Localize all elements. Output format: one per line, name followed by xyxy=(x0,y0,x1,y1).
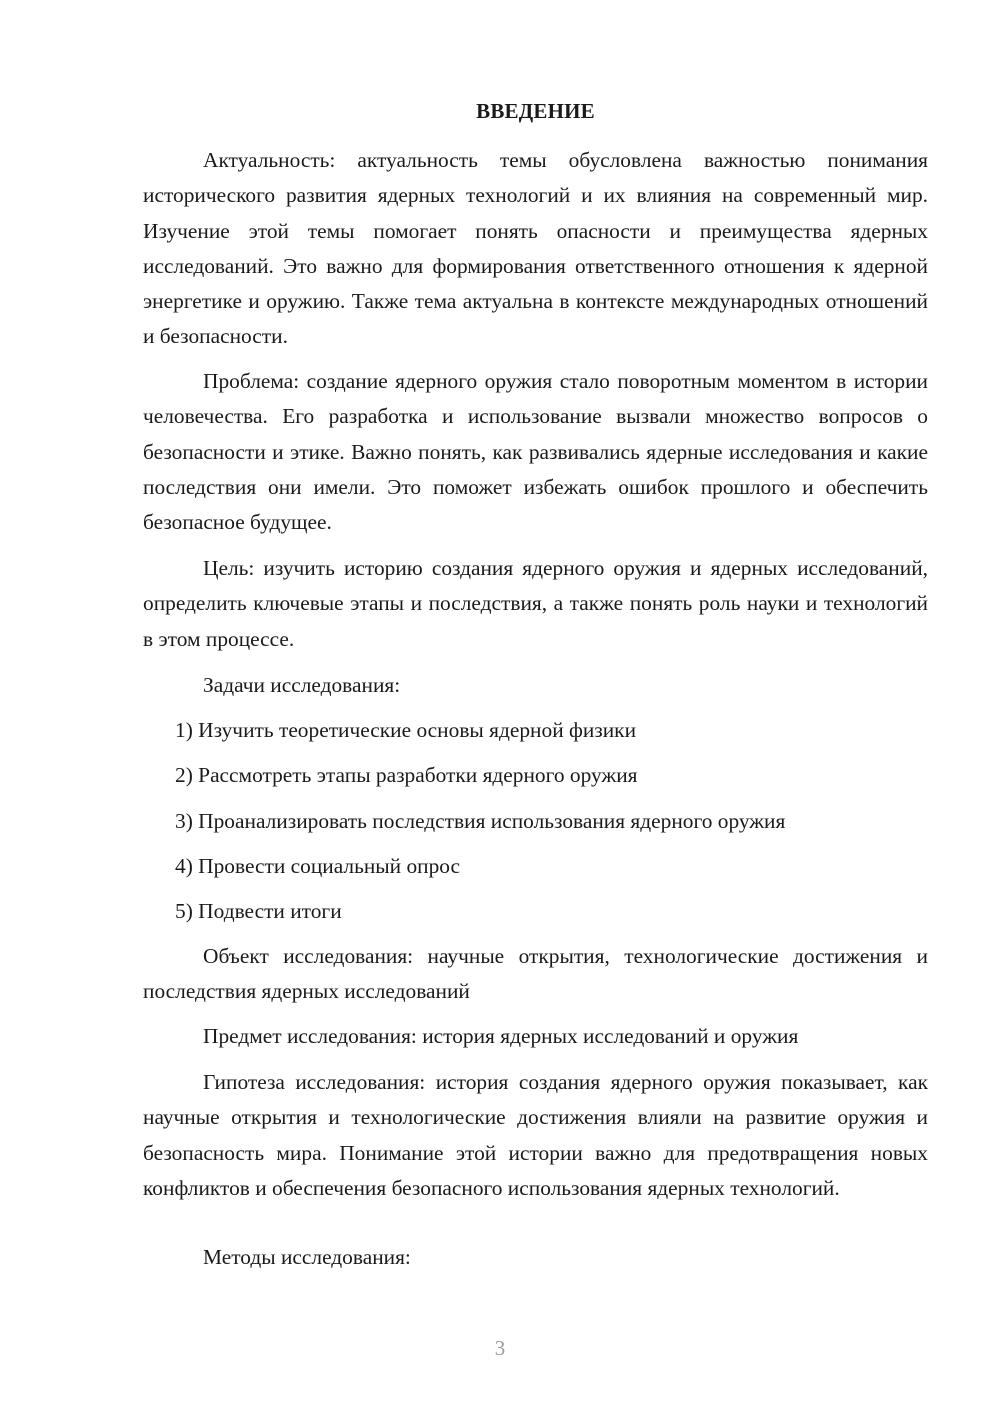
methods-heading: Методы исследования: xyxy=(203,1245,411,1269)
tasks-heading: Задачи исследования: xyxy=(203,673,401,697)
document-page xyxy=(143,0,928,1414)
paragraph-subject: Предмет исследования: история ядерных исследований и оружия xyxy=(203,1024,799,1048)
task-item: 3) Проанализировать последствия использования ядерного оружия xyxy=(175,809,786,833)
page-number: 3 xyxy=(494,1336,506,1360)
task-item: 5) Подвести итоги xyxy=(175,899,342,923)
task-item: 2) Рассмотреть этапы разработки ядерного оружия xyxy=(175,763,638,787)
paragraph-object: Объект исследования: научные открытия, технологические достижения и последствия ядерных исследований xyxy=(143,944,928,1004)
task-item: 4) Провести социальный опрос xyxy=(175,854,461,878)
task-item: 1) Изучить теоретические основы ядерной физики xyxy=(175,718,637,742)
section-title: ВВЕДЕНИЕ xyxy=(476,99,595,123)
paragraph-hypothesis: Гипотеза исследования: история создания ядерного оружия показывает, как научные открытия и технологические достижения влияли на развитие оружия и безопасность мира. Понимание этой истории важно для предотвращения новых конфликтов и обеспечения безопасного использования ядерных технологий. xyxy=(143,1070,928,1200)
paragraph-goal: Цель: изучить историю создания ядерного оружия и ядерных исследований, определить ключевые этапы и последствия, а также понять роль науки и технологий в этом процессе. xyxy=(143,556,928,651)
paragraph-problem: Проблема: создание ядерного оружия стало поворотным моментом в истории человечества. Его разработка и использование вызвали множество вопросов о безопасности и этике. Важно понять, как развивались ядерные исследования и какие последствия они имели. Это поможет избежать ошибок прошлого и обеспечить безопасное будущее. xyxy=(143,369,928,535)
paragraph-relevance: Актуальность: актуальность темы обусловлена важностью понимания исторического развития ядерных технологий и их влияния на современный мир. Изучение этой темы помогает понять опасности и преимущества ядерных исследований. Это важно для формирования ответственного отношения к ядерной энергетике и оружию. Также тема актуальна в контексте международных отношений и безопасности. xyxy=(143,148,928,349)
